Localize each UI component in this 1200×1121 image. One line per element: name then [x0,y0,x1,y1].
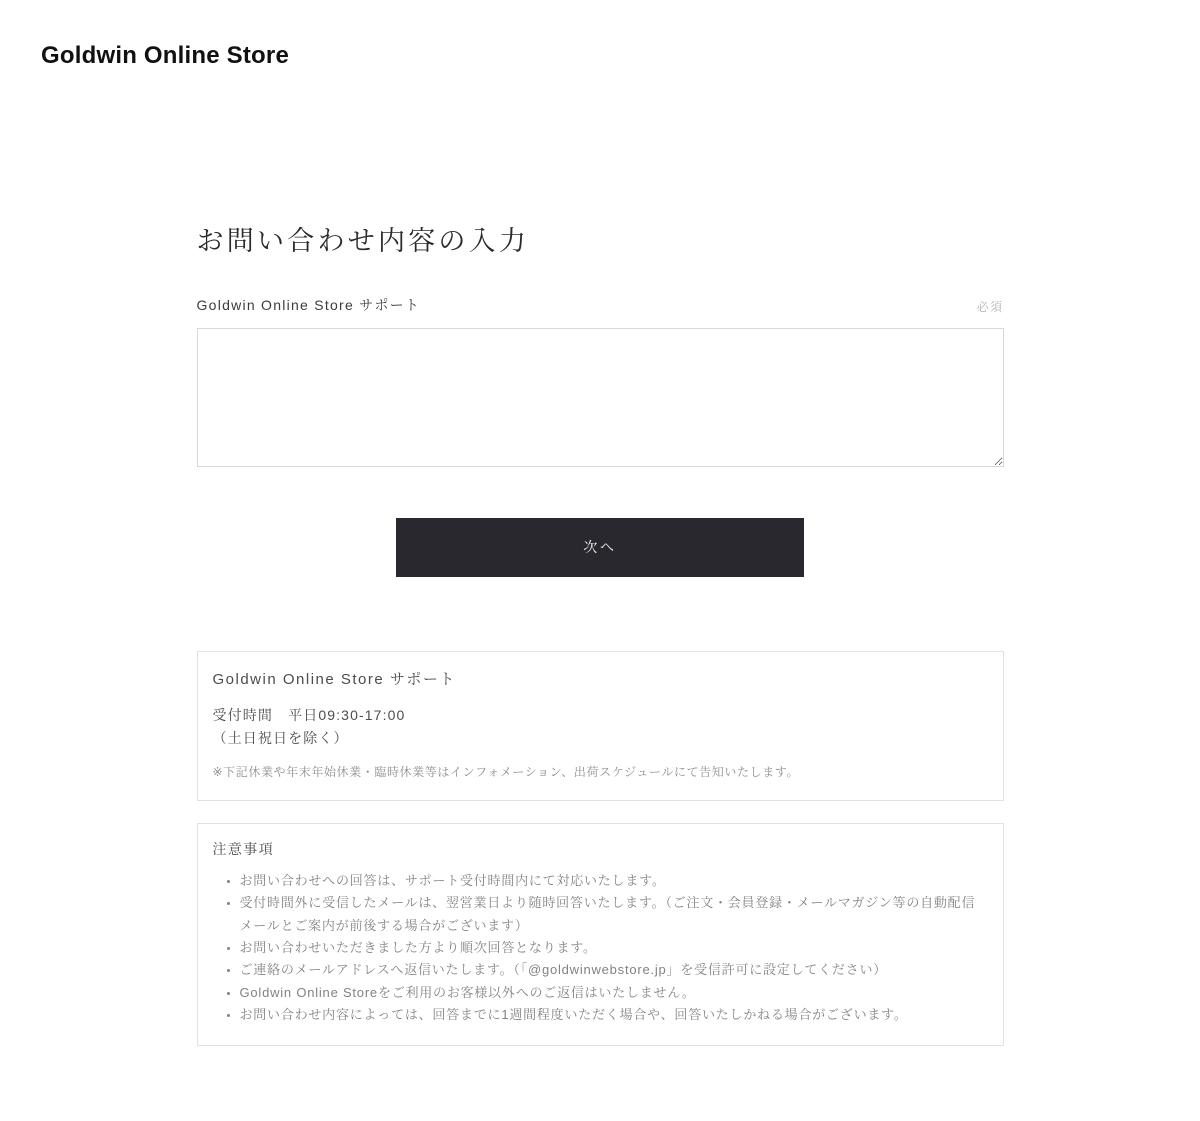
note-item: • 受付時間外に受信したメールは、翌営業日より随時回答いたします。（ご注文・会員登録・メールマガジン等の自動配信メールとご案内が前後する場合がございます） [240,892,988,937]
inquiry-textarea[interactable] [197,328,1004,467]
next-button[interactable]: 次へ [396,518,804,577]
store-logo[interactable]: Goldwin Online Store [41,42,290,69]
support-box-title: Goldwin Online Store サポート [212,670,456,688]
notes-box-title: 注意事項 [212,840,275,857]
site-header [41,42,289,70]
support-holiday-note: ※下記休業や年末年始休業・臨時休業等はインフォメーション、出荷スケジュールにて告知いたします。 [212,764,800,779]
inquiry-field-group [197,295,1004,467]
main-content [197,0,1004,1046]
notes-box [197,823,1004,1046]
inquiry-field-label: Goldwin Online Store サポート [196,296,421,313]
note-item: • ご連絡のメールアドレスへ返信いたします。（「@goldwinwebstore.jp」を受信許可に設定してください） [240,959,988,981]
support-hours-line1: 受付時間 平日09:30-17:00 [212,706,406,723]
note-item: • お問い合わせ内容によっては、回答までに1週間程度いただく場合や、回答いたしかねる場合がございます。 [240,1004,988,1026]
page-title: お問い合わせ内容の入力 [196,226,530,256]
note-item: • Goldwin Online Storeをご利用のお客様以外へのご返信はいたしません。 [240,982,988,1004]
support-hours-line2: （土日祝日を除く） [212,729,349,746]
notes-list [213,870,988,1027]
support-hours [213,704,988,750]
note-item: • お問い合わせへの回答は、サポート受付時間内にて対応いたします。 [240,870,988,892]
field-head-row [197,295,1004,315]
required-badge: 必須 [976,299,1004,314]
note-item: • お問い合わせいただきました方より順次回答となります。 [240,937,988,959]
support-info-box [197,651,1004,801]
